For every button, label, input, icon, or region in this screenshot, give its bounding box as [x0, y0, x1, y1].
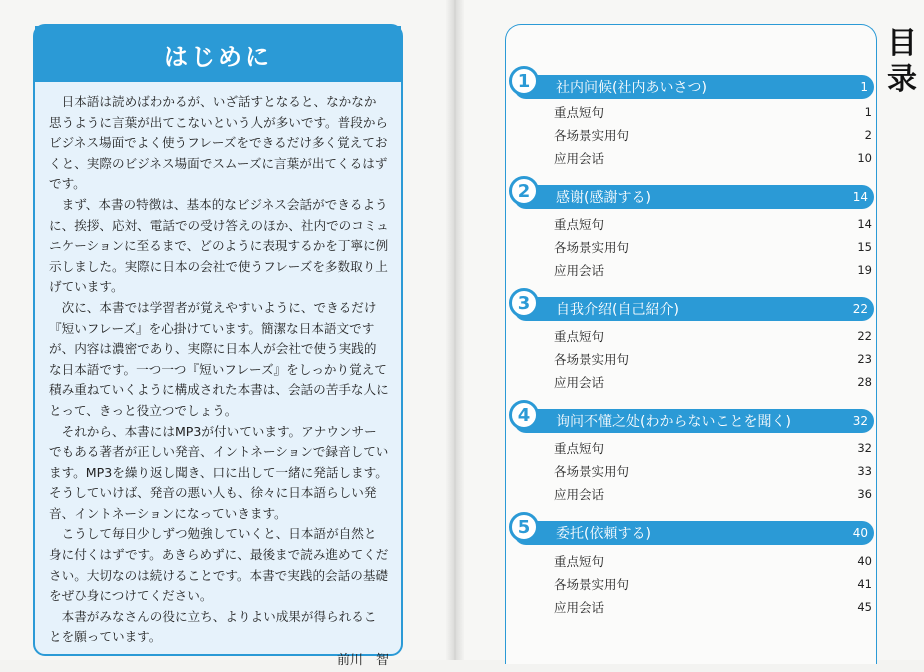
toc-item-label: 各场景实用句	[554, 128, 630, 143]
intro-panel	[33, 24, 403, 669]
chapter-page-number: 32	[852, 414, 868, 428]
toc-item-page: 36	[857, 487, 872, 501]
toc-item-label: 重点短句	[554, 554, 605, 569]
chapter-number-badge: 1	[509, 66, 539, 96]
toc-item-label: 各场景实用句	[554, 352, 630, 367]
chapter-page-number: 1	[860, 80, 868, 94]
toc-item[interactable]	[554, 483, 872, 505]
toc-item-page: 15	[857, 240, 872, 254]
chapter-title[interactable]: 感谢(感謝する)	[556, 190, 651, 206]
intro-paragraph: こうして毎日少しずつ勉強していくと、日本語が自然と身に付くはずです。あきらめずに、最後まで読み進めてください。大切なのは続けることです。本書で実践的会話の基礎をぜひ身につけてください。	[49, 526, 389, 604]
toc-item-page: 14	[857, 217, 872, 231]
toc-item-page: 28	[857, 375, 872, 389]
chapter-bar[interactable]	[514, 521, 874, 545]
toc-heading: 目录	[887, 26, 917, 97]
chapter-bar[interactable]	[514, 297, 874, 321]
toc-item[interactable]	[554, 437, 872, 459]
chapter-bar[interactable]	[514, 75, 874, 99]
toc-item-label: 重点短句	[554, 441, 605, 456]
toc-item[interactable]	[554, 550, 872, 572]
toc-item-page: 41	[857, 577, 872, 591]
intro-paragraph: 日本語は読めばわかるが、いざ話すとなると、なかなか思うように言葉が出てこないという人が多いです。普段からビジネス場面でよく使うフレーズをできるだけ多く覚えておくと、実際のビジネス場面でスムーズに言葉が出てくるはずです。	[49, 94, 389, 192]
toc-item-page: 40	[857, 554, 872, 568]
chapter-title[interactable]: 自我介绍(自己紹介)	[556, 302, 679, 318]
intro-paragraph: まず、本書の特徴は、基本的なビジネス会話ができるように、挨拶、応対、電話での受け答えのほか、社内でのコミュニケーションに至るまで、どのように表現するかを丁寧に例示しました。実際に日本の会社で使うフレーズを多数取り上げています。	[49, 196, 389, 295]
toc-item-label: 应用会话	[554, 375, 605, 390]
toc-item-page: 33	[857, 464, 872, 478]
toc-item-page: 10	[857, 151, 872, 165]
toc-item-label: 各场景实用句	[554, 464, 630, 479]
toc-item-label: 重点短句	[554, 329, 605, 344]
toc-item[interactable]	[554, 124, 872, 146]
toc-item-label: 应用会话	[554, 263, 605, 278]
toc-item[interactable]	[554, 573, 872, 595]
chapter-number-badge: 4	[509, 400, 539, 430]
toc-item[interactable]	[554, 325, 872, 347]
toc-item-label: 应用会话	[554, 487, 605, 502]
intro-paragraph: 本書がみなさんの役に立ち、よりよい成果が得られることを願っています。	[49, 608, 377, 645]
toc-item-page: 2	[864, 128, 872, 142]
intro-title: はじめに	[35, 26, 401, 82]
toc-item[interactable]	[554, 213, 872, 235]
chapter-number-badge: 3	[509, 288, 539, 318]
toc-item-label: 重点短句	[554, 217, 605, 232]
toc-item-page: 1	[864, 105, 872, 119]
toc-item[interactable]	[554, 147, 872, 169]
toc-item[interactable]	[554, 596, 872, 618]
chapter-page-number: 40	[852, 526, 868, 540]
toc-panel	[505, 24, 877, 664]
toc-item[interactable]	[554, 348, 872, 370]
toc-item-page: 23	[857, 352, 872, 366]
toc-item-label: 各场景实用句	[554, 577, 630, 592]
toc-item-label: 应用会话	[554, 600, 605, 615]
toc-item-page: 22	[857, 329, 872, 343]
chapter-page-number: 14	[852, 190, 868, 204]
toc-item[interactable]	[554, 236, 872, 258]
toc-item-page: 32	[857, 441, 872, 455]
chapter-number-badge: 5	[509, 512, 539, 542]
toc-item[interactable]	[554, 259, 872, 281]
chapter-bar[interactable]	[514, 185, 874, 209]
intro-body	[35, 82, 401, 648]
toc-item-page: 45	[857, 600, 872, 614]
toc-item[interactable]	[554, 101, 872, 123]
chapter-title[interactable]: 询问不懂之处(わからないことを聞く)	[556, 414, 791, 430]
chapter-title[interactable]: 社内问候(社内あいさつ)	[556, 80, 707, 96]
chapter-bar[interactable]	[514, 409, 874, 433]
intro-paragraph: 次に、本書では学習者が覚えやすいように、できるだけ『短いフレーズ』を心掛けています。簡潔な日本語文ですが、内容は濃密であり、実際に日本人が会社で使う実践的な日本語です。一つ一つ『短いフレーズ』をしっかり覚えて積み重ねていくように構成された本書は、会話の苦手な人にとって、きっと役立つでしょう。	[49, 299, 389, 418]
toc-item[interactable]	[554, 371, 872, 393]
chapter-number-badge: 2	[509, 176, 539, 206]
book-gutter	[446, 0, 464, 660]
toc-item-page: 19	[857, 263, 872, 277]
toc-item-label: 应用会话	[554, 151, 605, 166]
toc-item[interactable]	[554, 460, 872, 482]
chapter-page-number: 22	[852, 302, 868, 316]
chapter-title[interactable]: 委托(依頼する)	[556, 526, 651, 542]
toc-item-label: 重点短句	[554, 105, 605, 120]
intro-author: 前川 智	[336, 653, 389, 669]
intro-paragraph: それから、本書にはMP3が付いています。アナウンサーでもある著者が正しい発音、イントネーションで録音しています。MP3を繰り返し聞き、口に出して一緒に発話します。そうしていけば、発音の悪い人も、徐々に日本語らしい発音、イントネーションになっていきます。	[49, 423, 389, 521]
toc-item-label: 各场景实用句	[554, 240, 630, 255]
